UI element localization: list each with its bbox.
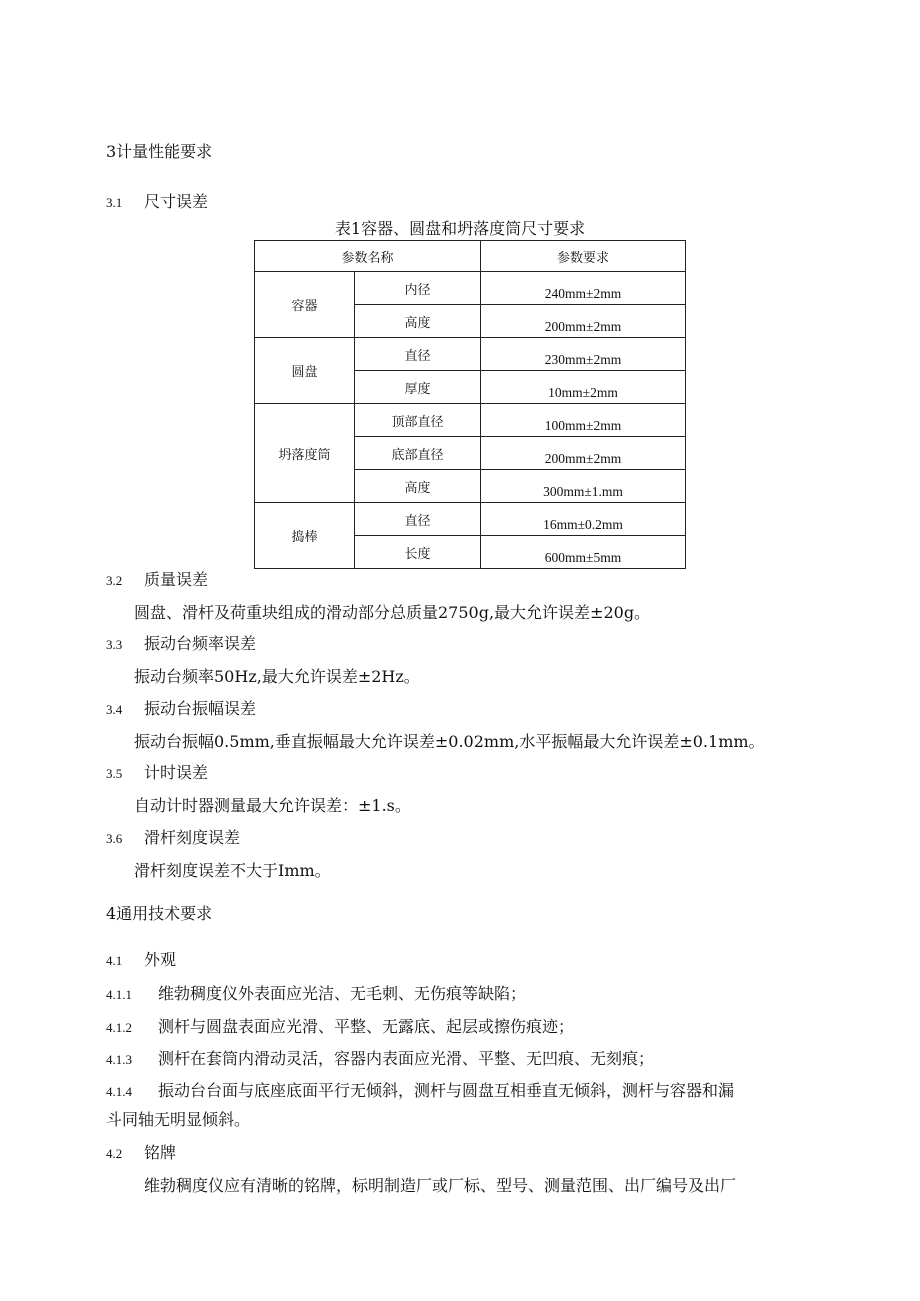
param-cell: 高度 bbox=[355, 470, 481, 503]
value-cell: 200mm±2mm bbox=[481, 437, 686, 470]
param-cell: 底部直径 bbox=[355, 437, 481, 470]
section-3-6-heading bbox=[106, 828, 240, 849]
section-title: 滑杆刻度误差 bbox=[144, 828, 241, 847]
header-param-name: 参数名称 bbox=[255, 241, 481, 272]
section-3-2-text: 圆盘、滑杆及荷重块组成的滑动部分总质量2750g,最大允许误差±20g。 bbox=[134, 603, 651, 622]
param-cell: 厚度 bbox=[355, 371, 481, 404]
value-cell: 600mm±5mm bbox=[481, 536, 686, 569]
section-4-2-text: 维勃稠度仪应有清晰的铭牌，标明制造厂或厂标、型号、测量范围、出厂编号及出厂 bbox=[144, 1176, 737, 1195]
param-cell: 顶部直径 bbox=[355, 404, 481, 437]
section-number: 3.5 bbox=[106, 766, 123, 781]
section-title: 铭牌 bbox=[144, 1143, 177, 1162]
param-cell: 长度 bbox=[355, 536, 481, 569]
section-3-5-heading bbox=[106, 763, 208, 784]
section-number: 3.2 bbox=[106, 573, 123, 588]
group-cell: 圆盘 bbox=[255, 338, 355, 404]
list-item bbox=[106, 984, 526, 1005]
table-row bbox=[255, 503, 686, 536]
table-row bbox=[255, 404, 686, 437]
item-number: 4.1.4 bbox=[106, 1084, 132, 1099]
item-text: 维勃稠度仪外表面应光洁、无毛刺、无伤痕等缺陷； bbox=[158, 984, 527, 1003]
value-cell: 240mm±2mm bbox=[481, 272, 686, 305]
item-number: 4.1.3 bbox=[106, 1052, 132, 1067]
section-number: 4.2 bbox=[106, 1146, 123, 1161]
value-cell: 300mm±1.mm bbox=[481, 470, 686, 503]
section-3-3-heading bbox=[106, 634, 256, 655]
section-title: 振动台振幅误差 bbox=[144, 699, 257, 718]
param-cell: 高度 bbox=[355, 305, 481, 338]
table-row bbox=[255, 338, 686, 371]
param-cell: 直径 bbox=[355, 503, 481, 536]
item-number: 4.1.1 bbox=[106, 987, 132, 1002]
list-item-continuation: 斗同轴无明显倾斜。 bbox=[106, 1110, 251, 1129]
value-cell: 200mm±2mm bbox=[481, 305, 686, 338]
param-cell: 内径 bbox=[355, 272, 481, 305]
table-caption: 表1容器、圆盘和坍落度筒尺寸要求 bbox=[334, 219, 586, 238]
section-number: 3.3 bbox=[106, 637, 123, 652]
group-cell: 坍落度筒 bbox=[255, 404, 355, 503]
section-3-heading: 3计量性能要求 bbox=[106, 142, 213, 161]
value-cell: 16mm±0.2mm bbox=[481, 503, 686, 536]
section-3-5-text: 自动计时器测量最大允许误差：±1.s。 bbox=[134, 796, 411, 815]
table-header-row bbox=[255, 241, 686, 272]
group-cell: 捣棒 bbox=[255, 503, 355, 569]
list-item bbox=[106, 1049, 654, 1070]
section-3-4-heading bbox=[106, 699, 256, 720]
section-3-4-text: 振动台振幅0.5mm,垂直振幅最大允许误差±0.02mm,水平振幅最大允许误差±0.1mm。 bbox=[134, 732, 765, 751]
section-4-heading: 4通用技术要求 bbox=[106, 904, 213, 923]
value-cell: 100mm±2mm bbox=[481, 404, 686, 437]
item-text: 振动台台面与底座底面平行无倾斜，测杆与圆盘互相垂直无倾斜，测杆与容器和漏 bbox=[158, 1081, 735, 1100]
header-param-req: 参数要求 bbox=[481, 241, 686, 272]
dimension-table bbox=[254, 240, 686, 569]
section-3-3-text: 振动台频率50Hz,最大允许误差±2Hz。 bbox=[134, 667, 420, 686]
section-number: 3.4 bbox=[106, 702, 123, 717]
section-3-2-heading bbox=[106, 570, 208, 591]
list-item bbox=[106, 1017, 574, 1038]
section-title: 尺寸误差 bbox=[144, 192, 209, 211]
item-text: 测杆与圆盘表面应光滑、平整、无露底、起层或擦伤痕迹； bbox=[158, 1017, 575, 1036]
value-cell: 230mm±2mm bbox=[481, 338, 686, 371]
section-number: 3.6 bbox=[106, 831, 123, 846]
section-4-2-heading bbox=[106, 1143, 176, 1164]
section-number: 4.1 bbox=[106, 953, 123, 968]
section-title: 振动台频率误差 bbox=[144, 634, 257, 653]
section-4-1-heading bbox=[106, 950, 176, 971]
section-title: 外观 bbox=[144, 950, 177, 969]
item-text: 测杆在套筒内滑动灵活，容器内表面应光滑、平整、无凹痕、无刻痕； bbox=[158, 1049, 655, 1068]
section-title: 质量误差 bbox=[144, 570, 209, 589]
section-number: 3.1 bbox=[106, 195, 123, 210]
param-cell: 直径 bbox=[355, 338, 481, 371]
table-row bbox=[255, 272, 686, 305]
group-cell: 容器 bbox=[255, 272, 355, 338]
value-cell: 10mm±2mm bbox=[481, 371, 686, 404]
item-number: 4.1.2 bbox=[106, 1020, 132, 1035]
list-item bbox=[106, 1081, 734, 1102]
section-title: 计时误差 bbox=[144, 763, 209, 782]
section-3-6-text: 滑杆刻度误差不大于Imm。 bbox=[134, 861, 331, 880]
section-3-1-heading bbox=[106, 192, 208, 213]
